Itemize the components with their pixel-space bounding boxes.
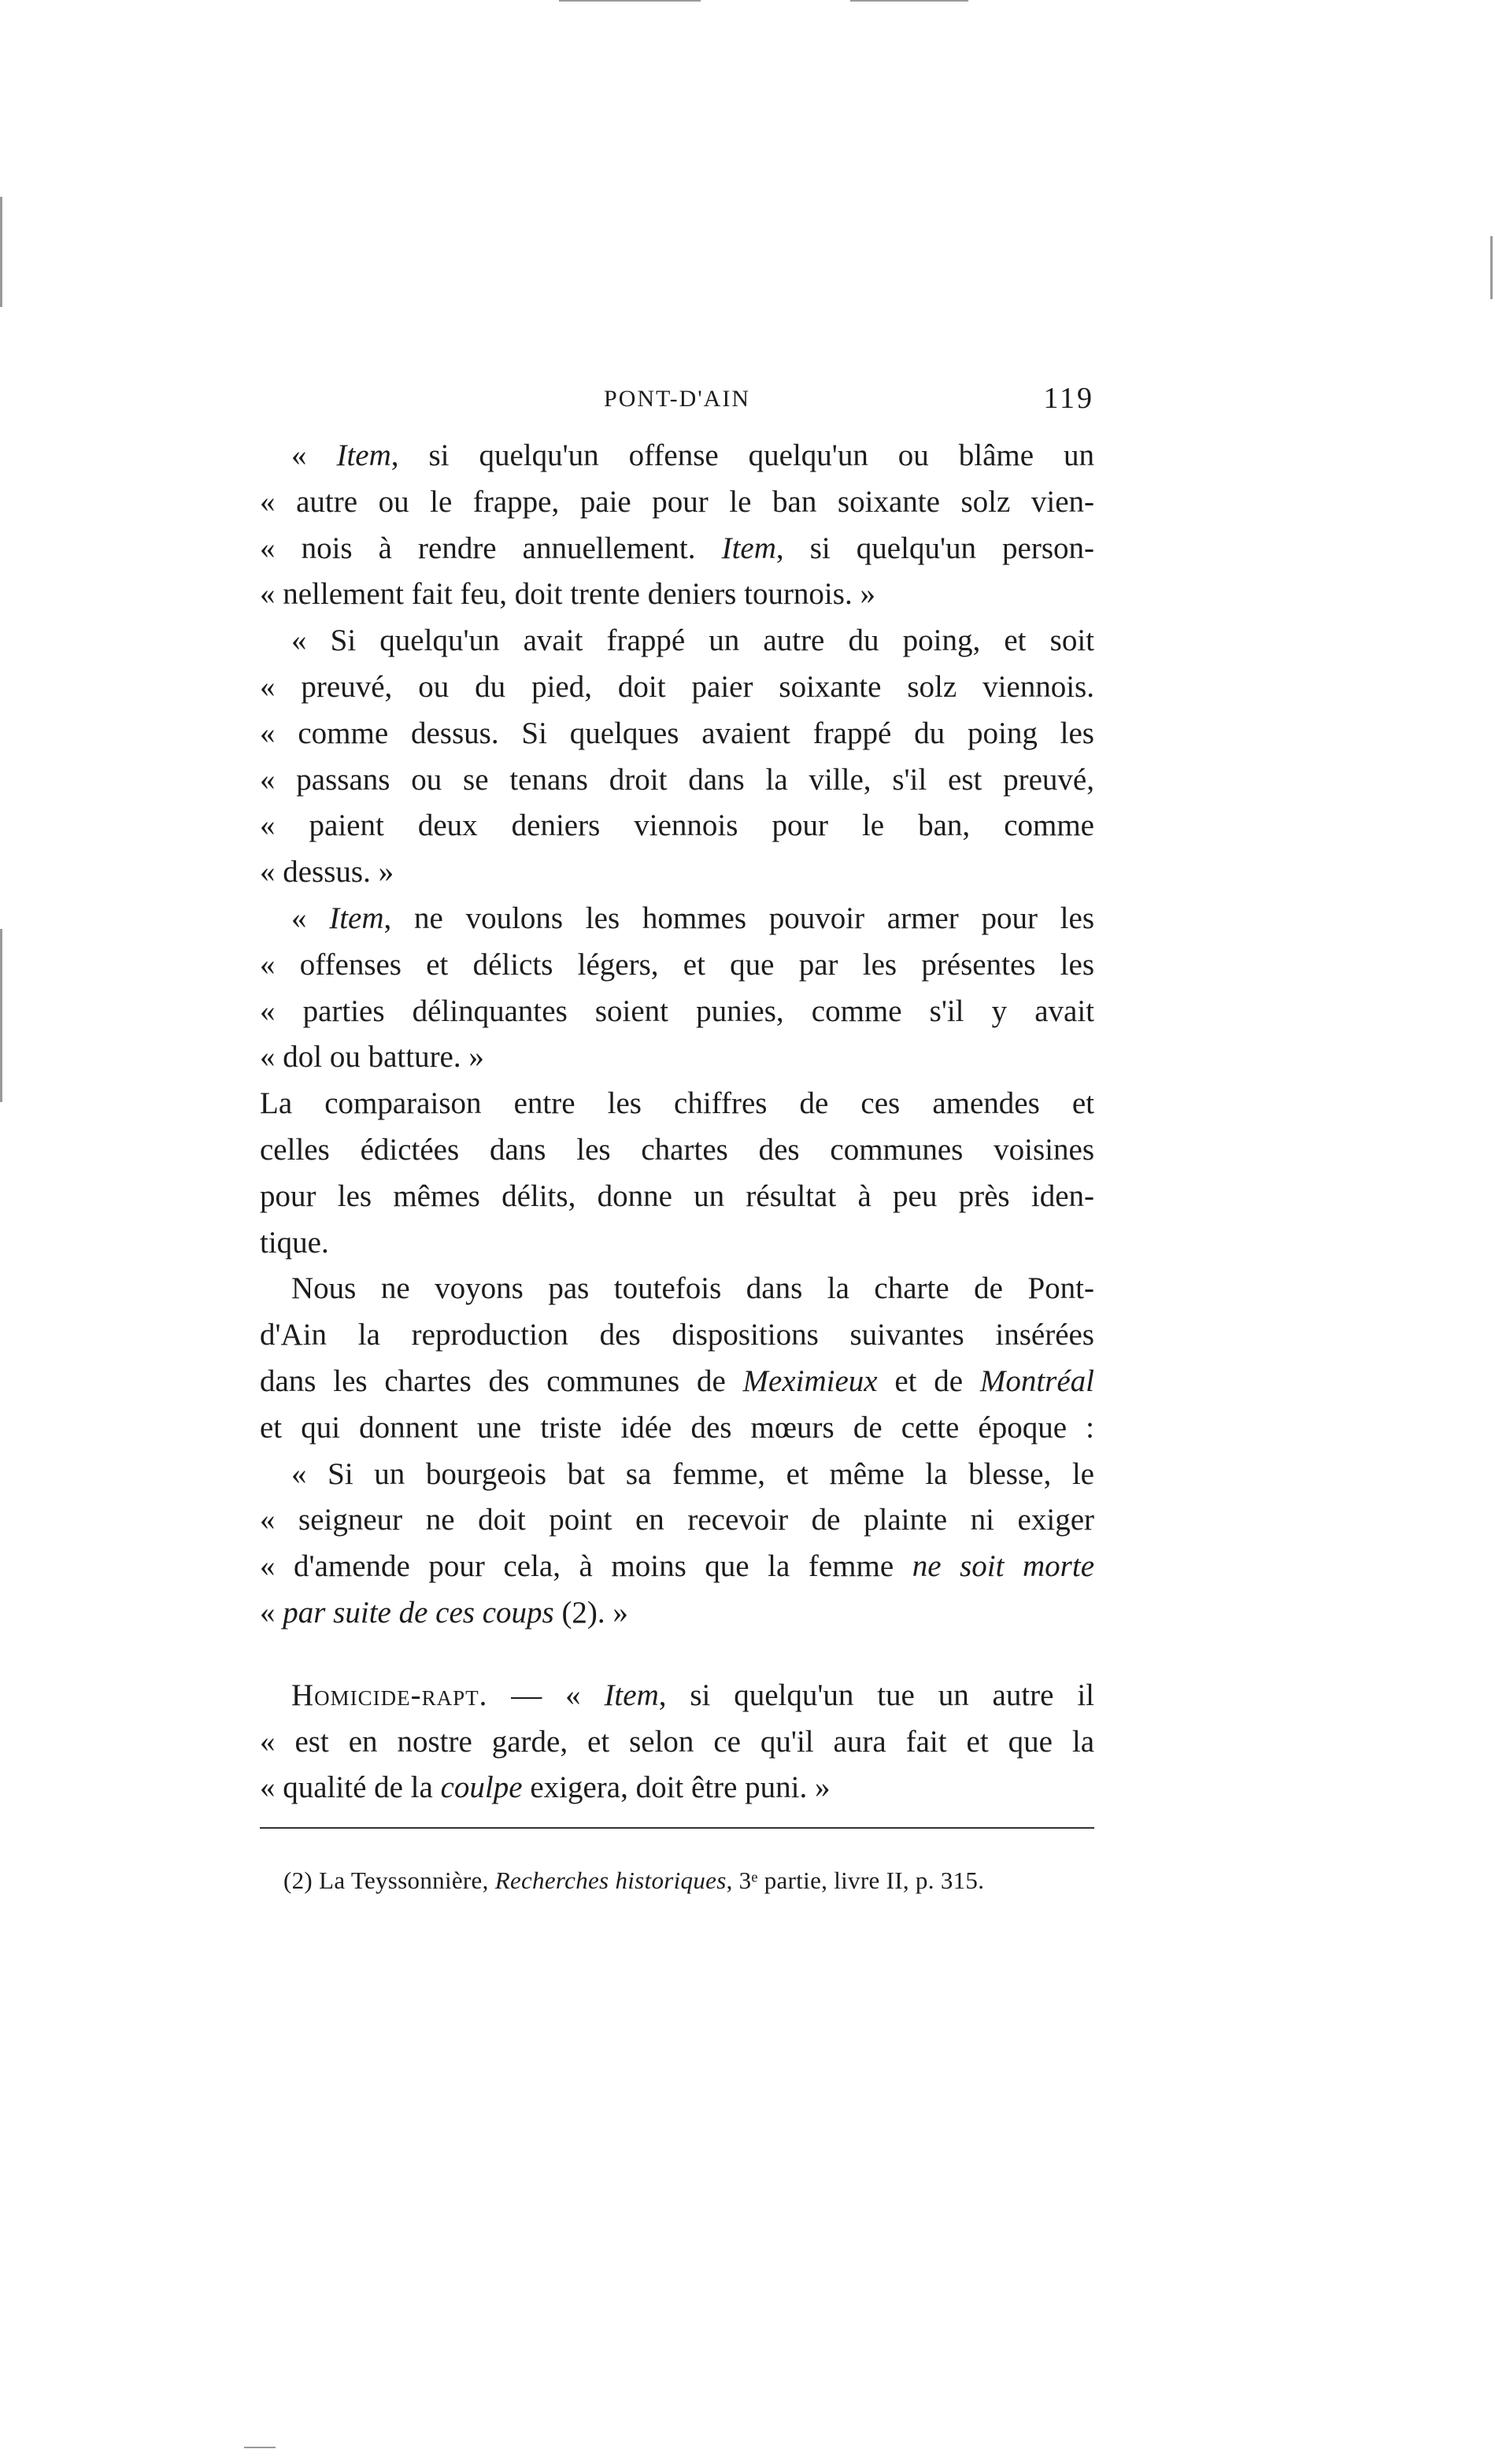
text-line [260, 1174, 1094, 1220]
text-line [260, 896, 1094, 942]
text-line [260, 849, 1094, 896]
italic-text: Item [336, 438, 391, 472]
page-number: 119 [1043, 382, 1094, 415]
text-line [260, 572, 1094, 618]
italic-text: ne soit morte [912, 1549, 1094, 1584]
text-line [260, 757, 1094, 804]
italic-text: coulpe [440, 1770, 523, 1805]
text-run: « Si un bourgeois bat sa femme, et même la blesse, le [291, 1456, 1094, 1491]
text-run: (2) La Teyssonnière, [283, 1866, 495, 1895]
text-line [260, 433, 1094, 479]
text-line [260, 942, 1094, 989]
running-header [260, 378, 1094, 433]
text-line [260, 1673, 1094, 1719]
scan-edge-mark [0, 929, 2, 1102]
text-run: « est en nostre garde, et selon ce qu'il aura fait et que la [260, 1724, 1094, 1759]
text-run: et de [877, 1363, 980, 1398]
text-run: tique. [260, 1225, 329, 1260]
text-run: « paient deux deniers viennois pour le ban, comme [260, 808, 1094, 843]
text-line [260, 1220, 1094, 1267]
italic-text: par suite de ces coups [283, 1595, 554, 1630]
text-run: « parties délinquantes soient punies, comme s'il y avait [260, 993, 1094, 1028]
italic-text: Meximieux [742, 1363, 878, 1398]
text-run: « qualité de la [260, 1770, 441, 1805]
text-line [260, 989, 1094, 1035]
scan-edge-mark [244, 2447, 276, 2448]
text-line [260, 1590, 1094, 1637]
text-run: « Si quelqu'un avait frappé un autre du poing, et soit [291, 623, 1094, 658]
text-line [260, 711, 1094, 757]
text-line [260, 1081, 1094, 1127]
text-run: « nellement fait feu, doit trente deniers tournois. » [260, 577, 875, 612]
text-run: Nous ne voyons pas toutefois dans la charte de Pont- [291, 1271, 1094, 1306]
text-run: « [291, 438, 337, 472]
italic-text: Item [329, 901, 384, 935]
text-run: « d'amende pour cela, à moins que la femme [260, 1549, 912, 1584]
text-run: pour les mêmes délits, donne un résultat à peu près iden- [260, 1178, 1094, 1213]
text-line [260, 1497, 1094, 1544]
text-run: « autre ou le frappe, paie pour le ban soixante solz vien- [260, 484, 1094, 519]
text-run: « dessus. » [260, 855, 394, 890]
text-run: « preuvé, ou du pied, doit paier soixante solz viennois. [260, 669, 1094, 704]
section-gap [260, 1637, 1094, 1673]
text-line [260, 1405, 1094, 1452]
italic-text: Item [604, 1678, 659, 1712]
text-line [260, 1312, 1094, 1359]
scan-edge-mark [0, 197, 2, 307]
text-line [260, 1266, 1094, 1312]
running-title: PONT-D'AIN [604, 386, 750, 412]
text-run: « [291, 901, 330, 935]
footnote [260, 1863, 1094, 1898]
text-run: , ne voulons les hommes pouvoir armer pour les [383, 901, 1094, 935]
scan-edge-mark [850, 0, 968, 2]
section-heading: Homicide-rapt. [291, 1678, 488, 1712]
scan-edge-mark [559, 0, 701, 2]
text-line [260, 1127, 1094, 1174]
text-run: « comme dessus. Si quelques avaient frappé du poing les [260, 716, 1094, 750]
text-run: et qui donnent une triste idée des mœurs de cette époque : [260, 1410, 1094, 1445]
book-page [260, 378, 1094, 1898]
text-line [260, 803, 1094, 849]
text-run: , si quelqu'un person- [775, 531, 1095, 565]
body-text [260, 433, 1094, 1811]
text-run: d'Ain la reproduction des dispositions suivantes insérées [260, 1318, 1094, 1352]
text-line [260, 618, 1094, 664]
footnote-separator [260, 1827, 1094, 1829]
text-run: « dol ou batture. » [260, 1040, 484, 1075]
text-run: La comparaison entre les chiffres de ces amendes et [260, 1086, 1094, 1121]
scan-edge-mark [1490, 236, 1493, 299]
text-line [260, 1359, 1094, 1405]
text-run: « seigneur ne doit point en recevoir de plainte ni exiger [260, 1503, 1094, 1537]
text-run: « offenses et délicts légers, et que par les présentes les [260, 947, 1094, 982]
text-line [260, 664, 1094, 711]
text-line [260, 1719, 1094, 1766]
text-line [260, 526, 1094, 572]
italic-text: Item [721, 531, 776, 565]
text-line [260, 1034, 1094, 1081]
text-line [260, 1452, 1094, 1498]
text-run: celles édictées dans les chartes des communes voisines [260, 1132, 1094, 1167]
text-run: , 3ᵉ partie, livre II, p. 315. [726, 1866, 985, 1895]
text-run: « [260, 1595, 283, 1630]
text-line [260, 1544, 1094, 1590]
text-run: exigera, doit être puni. » [522, 1770, 831, 1805]
italic-text: Recherches historiques [494, 1866, 727, 1895]
text-run: — « [487, 1678, 605, 1712]
text-run: (2). » [553, 1595, 628, 1630]
text-run: dans les chartes des communes de [260, 1363, 743, 1398]
text-line [260, 479, 1094, 526]
text-run: « passans ou se tenans droit dans la ville, s'il est preuvé, [260, 762, 1094, 797]
italic-text: Montréal [979, 1363, 1094, 1398]
text-line [260, 1765, 1094, 1811]
text-run: , si quelqu'un offense quelqu'un ou blâme un [390, 438, 1095, 472]
text-run: « nois à rendre annuellement. [260, 531, 722, 565]
text-run: , si quelqu'un tue un autre il [658, 1678, 1094, 1712]
